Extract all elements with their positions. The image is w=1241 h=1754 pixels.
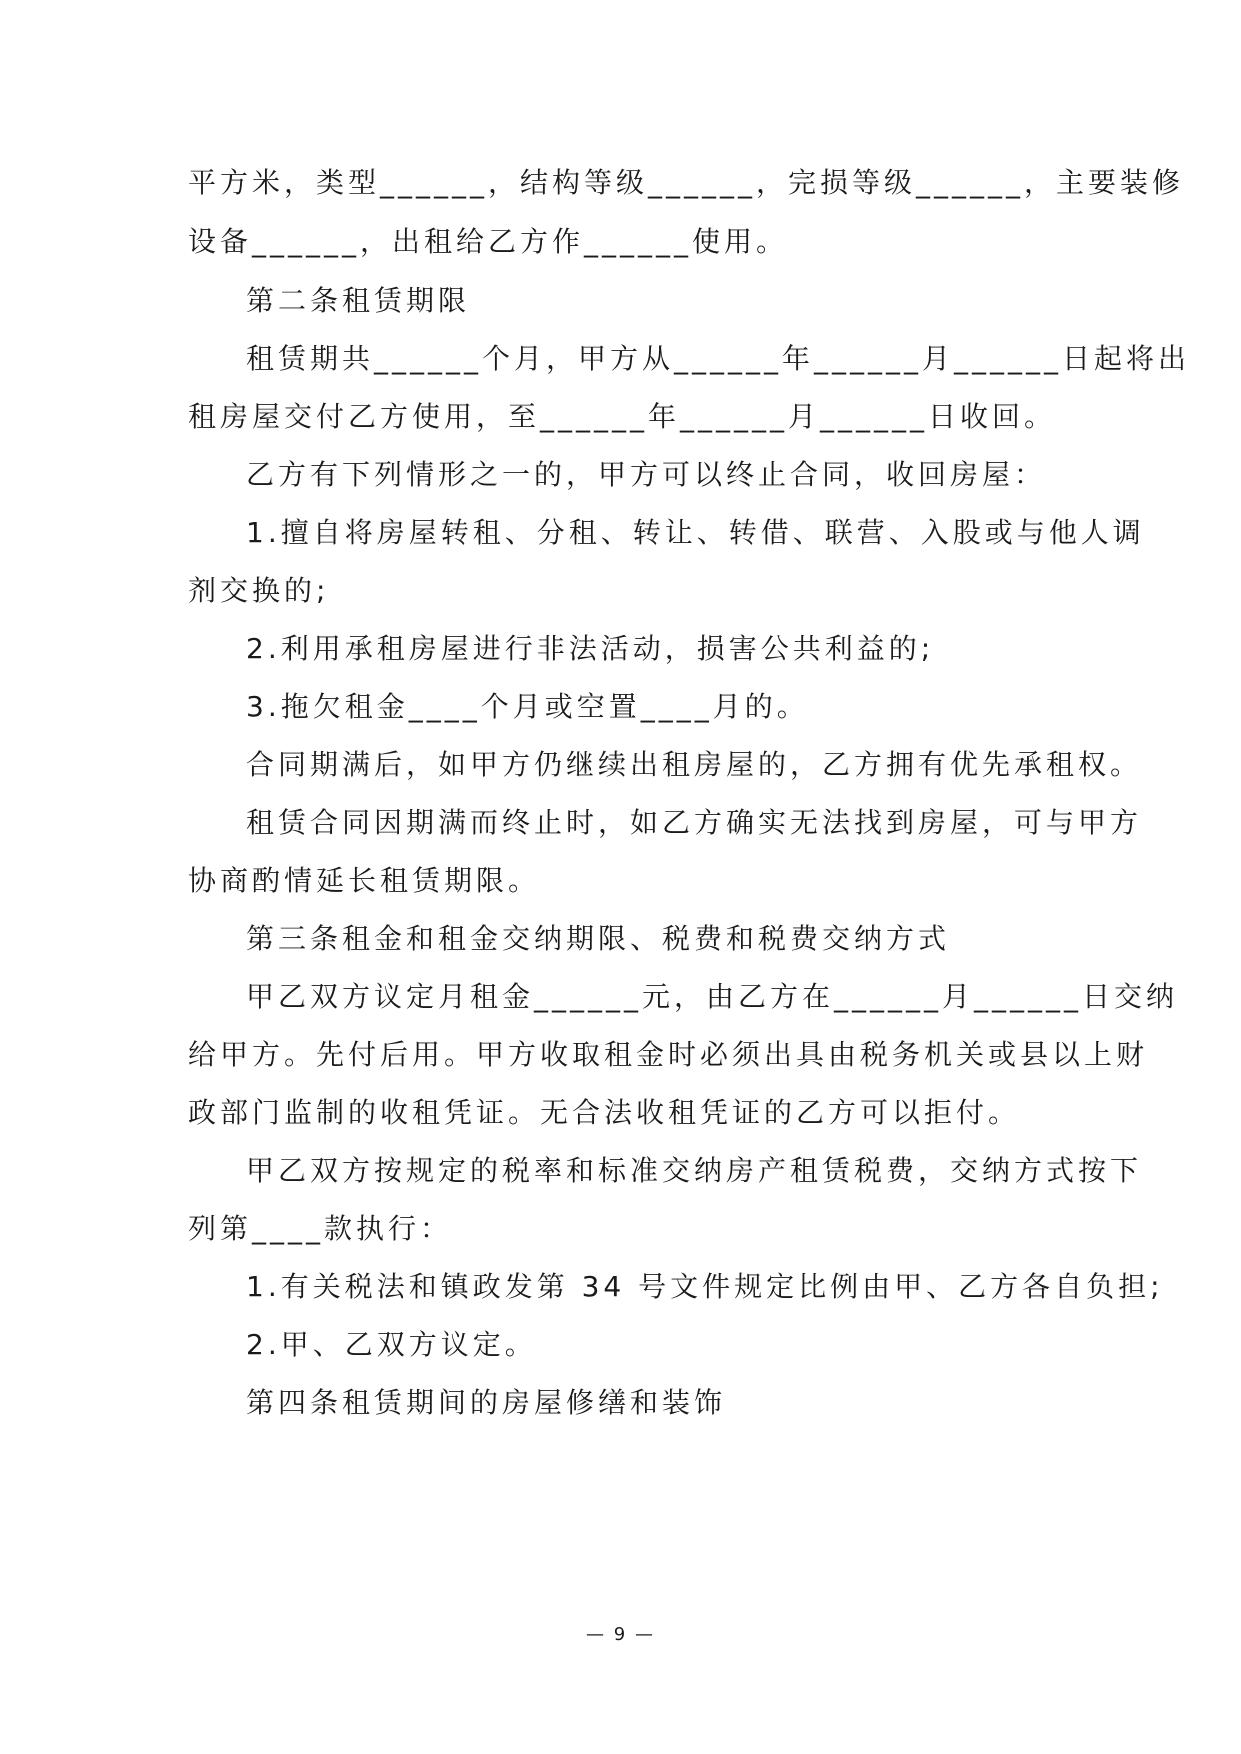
section-heading: 第二条租赁期限 [246,284,471,317]
text-line: 甲乙双方按规定的税率和标准交纳房产租赁税费，交纳方式按下 [246,1154,1143,1187]
text-line: 协商酌情延长租赁期限。 [188,864,541,897]
section-heading: 第四条租赁期间的房屋修缮和装饰 [246,1386,727,1419]
text-line: 乙方有下列情形之一的，甲方可以终止合同，收回房屋： [246,458,1047,491]
list-item: 2.利用承租房屋进行非法活动，损害公共利益的; [246,632,935,665]
text-line: 甲乙双方议定月租金______元，由乙方在______月______日交纳 [246,980,1179,1013]
text-line: 列第____款执行： [188,1212,453,1245]
list-item: 2.甲、乙双方议定。 [246,1328,537,1361]
text-line: 平方米，类型______，结构等级______，完损等级______，主要装修 [188,166,1185,199]
text-line: 合同期满后，如甲方仍继续出租房屋的，乙方拥有优先承租权。 [246,748,1143,781]
section-heading: 第三条租金和租金交纳期限、税费和税费交纳方式 [246,922,951,955]
text-line: 租赁合同因期满而终止时，如乙方确实无法找到房屋，可与甲方 [246,806,1143,839]
page-number: — 9 — [586,1624,655,1645]
text-line: 政部门监制的收租凭证。无合法收租凭证的乙方可以拒付。 [188,1096,1021,1129]
list-item: 1.擅自将房屋转租、分租、转让、转借、联营、入股或与他人调 [246,516,1145,549]
list-item: 1.有关税法和镇政发第 34 号文件规定比例由甲、乙方各自负担; [246,1270,1164,1303]
text-line: 租房屋交付乙方使用，至______年______月______日收回。 [188,400,1057,433]
text-line: 租赁期共______个月，甲方从______年______月______日起将出 [246,342,1191,375]
list-item: 3.拖欠租金____个月或空置____月的。 [246,690,809,723]
text-line: 剂交换的; [188,574,330,607]
text-line: 设备______，出租给乙方作______使用。 [188,225,789,258]
text-line: 给甲方。先付后用。甲方收取租金时必须出具由税务机关或县以上财 [188,1038,1149,1071]
